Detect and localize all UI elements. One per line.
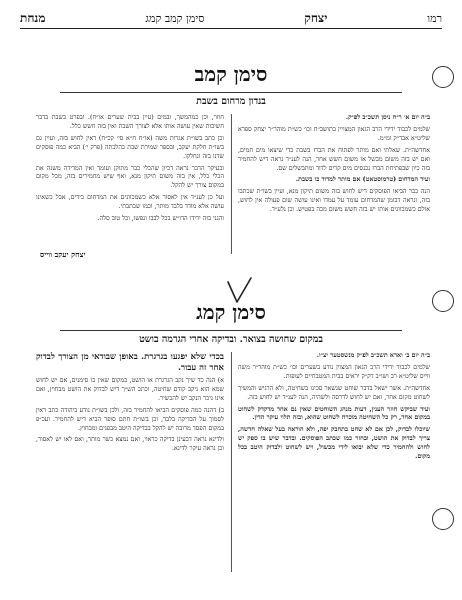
siman2-left-column: [36, 352, 224, 578]
paragraph: והנני בזה ידידו הדו״ש בכל לבבו ונפשו, וכל טוב סלה.: [97, 215, 224, 223]
signature: יצחק יעקב ווייס: [40, 250, 86, 259]
paragraph: ובעיקר הדבר נראה דכיון שהכלי כבר מתוקן ועומד ואין המדידה משנה את הכלי כלל, אין בזה משום תיקון מנא, ואף שיש מחמירים בזה, מכל מקום במקום צורך יש להקל.: [36, 164, 224, 190]
paragraph: שלמים לכבוד ידידי הרב הגאון המצוין נודע בשערים וכו׳ כש״ת מוהר״ר משה ווייס שליט״א רב ושו״ב דק״ק יראים בבית המטבחיים לעופות.: [238, 363, 430, 380]
divider: [60, 92, 402, 93]
paragraph: בכדי שלא יפגעו בגרגרת. באופן שבודאי מן הצורך לבדוק אחר זה עבור.: [36, 352, 224, 373]
siman1-right-column: [238, 114, 430, 260]
paragraph: ב״ה יום ב׳ וארא תשכ״ב לפ״ק מנשסטער יצ״ו.: [316, 352, 430, 359]
column-divider: [231, 352, 232, 572]
paragraph: ב״ה יום א׳ ר״ח ניסן תשכ״ב לפ״ק.: [345, 114, 430, 121]
paragraph: שיוכלו לבדוק, לכן אם לא שחט בתחבק יפה, ולא הוראה בעל שאלה חדשה, צריך לבדוק את הושט, ובחזר כמו שכתב הפוסקים. ובדבר שיש בו ספק יש לחוש ולהחמיר כדי שלא יבואו לידי מכשול, ויש לשחוט ולבדוק היטב בכל מקום.: [238, 426, 430, 461]
siman-subject: במקום שחושה בצואר. ובדיקה אחרי הגרמה בושט: [139, 334, 323, 345]
paragraph: ועל כן לענ״ד אין לאסור אלא כשמכוונים את המדחום בידים, אבל כשאינו עושה אלא מודד בלבד מותר, וכמו שכתבתי.: [36, 194, 224, 211]
column-divider: [231, 114, 232, 254]
paragraph: הנה כבר הביאו הפוסקים דיש לחוש בזה משום תיקון מנא, ועיין בשו״ת שכתבו בזה, ונראה דבזמן שהמדחום עומד על עמדו ואינו עושה שום פעולה אין לחוש, אולם כשמכוונים אותו יש בזה חשש משום מכה בפטיש. וכן נלע״ד.: [238, 188, 430, 214]
siman-subject: בנדון מרחום בשבת: [196, 96, 266, 107]
siman-title: סימן קמג: [196, 300, 266, 324]
paragraph: ועיד המדחום (טרמוסטאט) אם מותר למדוד בו בשבת.: [295, 176, 430, 184]
paragraph: שלמים לכבוד ידידי הרב הגאון המצויין בתושב״ח וכו׳ כש״ת מוהר״ר יצחק ספרא שליט״א אבד״ק ומ״מ.: [238, 125, 430, 142]
divider: [60, 330, 402, 331]
paragraph: וכן כתב בשו״ת אגרות משה (או״ח ח״א סי׳ קכ״ח) דאין לחוש בזה, ועיין גם בשו״ת חלקת יעקב, ובספר שמירת שבת כהלכתה (פרק י׳) הביא כמה פוסקים שדנו בזה ונחלקו.: [36, 134, 224, 160]
siman2-right-column: [238, 352, 430, 578]
header-page-label: רמו: [427, 11, 442, 25]
paragraph: אחדשה״ת. אשר ישאל בדבר שוחט שנשאר סכינו בשחיטה, ולא הרגיש והמשיך לשחוט מקום אחר, ואם יש לחוש לדרסה ולשהיה, הנה לענ״ד יש לחוש בזה.: [238, 384, 430, 401]
header-section: מנחת: [20, 10, 46, 25]
header-book-name: יצחק: [304, 10, 328, 25]
binder-hole-icon: [432, 508, 454, 530]
paragraph: ועיד שביקש חוזר הענין, דעות מנהג השוחטים שאין נם אחר מדקדק לשחוט במקום אחד, רק כל השחיטה מוכרח לשחוט שהוא, ובזה תלוי עיקר הדין.: [238, 405, 430, 422]
paragraph: חוזר, וכן כמהמשך, ובמים (עיין בבית שערים או״ח). ובפרט בשבת בדבר חשיבות שאין עושה אותו אלא לצורך השבת ואין בזה חשש כלל.: [36, 114, 224, 130]
siman1-left-column: [36, 114, 224, 248]
running-header: [20, 8, 442, 29]
header-siman-ref: סימן קמב קמג: [145, 11, 205, 25]
paragraph: ולדינא נראה דבעינן בדיקה כראוי, ואם נמצא כשר מותר, ואם לאו יש לאסור, וכן נראה עיקר לדינא.: [36, 436, 224, 453]
paragraph: אחדשה״ת. שאלתי ואם מותר לפתוח את הברז בשבת כדי שיצאו מים חמים, ואם יש בזה משום מבשל או משום חשש אחר, הנה לענ״ד נראה דיש להחמיר בזה כיון שבפתיחת הברז נכנסים מים קרים לדוד ומתבשלים שם.: [238, 146, 430, 172]
siman-title: סימן קמב: [194, 62, 268, 86]
paragraph: ב) דהנה כמה פוסקים הביאו להחמיר בזה, ולכן בשו״ת נודע ביהודה כתב דאין לסמוך על הבדיקה בלבד, וכן בשו״ת חתם סופר הביא דיש להחמיר. ועכ״פ במקום הפסד מרובה יש להקל בבדיקה היטב מבפנים ומבחוץ.: [36, 406, 224, 432]
paragraph: א) הנה כד שיך נקב הגרגרת או הושט, במקום שאין בו סימנים, אם יש לחוש שמא הוא ניקב קודם שחיטה, וכתב הש״ך דיש לבדוק את הושט מבחוץ, ואם אינו ניכר הנקב יש להכשיר.: [36, 377, 224, 402]
